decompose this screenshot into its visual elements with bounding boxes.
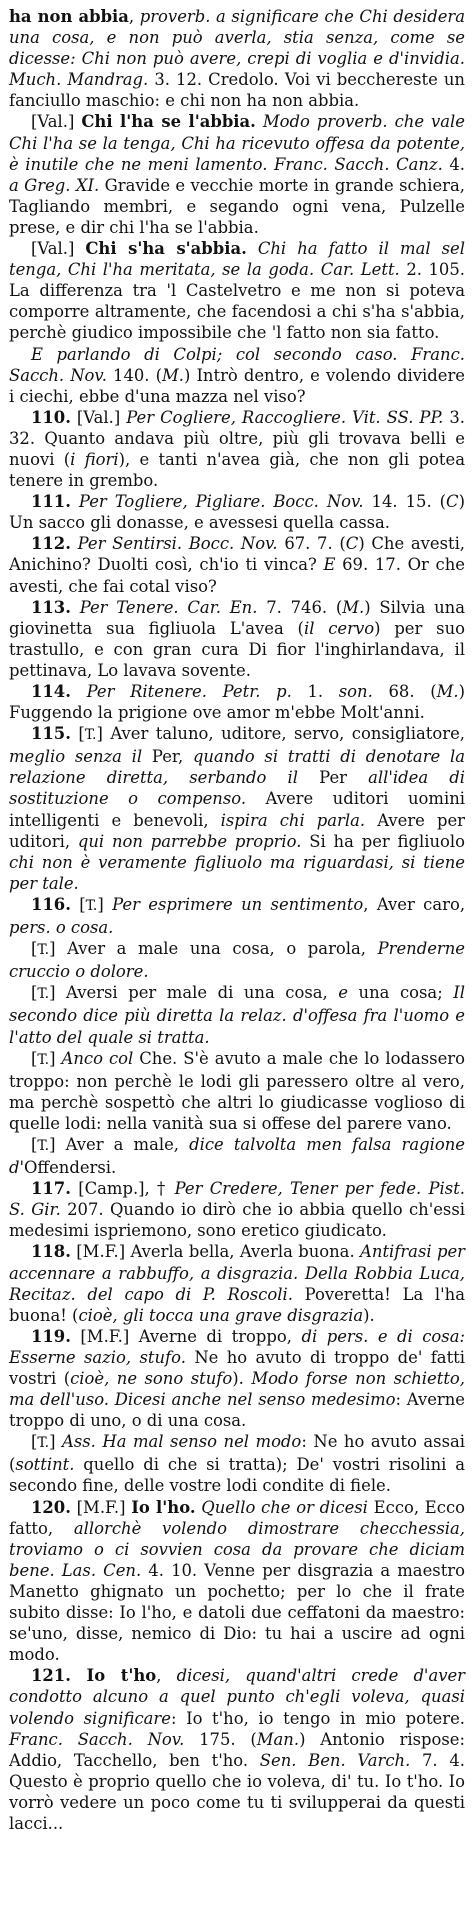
entry-116-sub-2: [T.] Aversi per male di una cosa, e una cosa; Il secondo dice più diretta la relaz. d'offesa fra l'uomo e l'atto del quale si tratta. [9,983,465,1047]
entry-118: 118. [M.F.] Averla bella, Averla buona. Antifrasi per accennare a rabbuffo, a disgrazia. Della Robbia Luca, Recitaz. del capo di P. Roscoli. Poveretta! La l'ha buona! (cioè, gli tocca una grave disgrazia). [9,1242,466,1325]
entry-117: 117. [Camp.], † Per Credere, Tener per fede. Pist. S. Gir. 207. Quando io dirò che io abbia quello ch'essi medesimi ispriemono, sono eretico giudicato. [9,1179,465,1241]
entry-114: 114. Per Ritenere. Petr. p. 1. son. 68. (M.) Fuggendo la prigione ove amor m'ebbe Molt'anni. [9,682,465,723]
entry-paragraph-2: [Val.] Chi s'ha s'abbia. Chi ha fatto il mal sel tenga, Chi l'ha meritata, se la goda. Car. Lett. 2. 105. La differenza tra 'l Castelvetro e me non si poteva comporre altramente, che facendosi a chi s'ha s'abbia, perchè giudico impossibile che 'l fatto non sia fatto. [9,239,465,343]
entry-111: 111. Per Togliere, Pigliare. Bocc. Nov. 14. 15. (C) Un sacco gli donasse, e avessesi quella cassa. [9,492,465,533]
entry-115: 115. [T.] Aver taluno, uditore, servo, consigliatore, meglio senza il Per, quando si tratti di denotare la relazione diretta, serbando il Per all'idea di sostituzione o compenso. Avere uditori uomini intelligenti e benevoli, ispira chi parla. Avere per uditori, qui non parrebbe proprio. Si ha per figliuolo chi non è veramente figliuolo ma riguardasi, si tiene per tale. [9,724,466,893]
entry-112: 112. Per Sentirsi. Bocc. Nov. 67. 7. (C) Che avesti, Anichino? Duolti così, ch'io ti vinca? E 69. 17. Or che avesti, che fai cotal viso? [9,534,466,596]
entry-116-sub-1: [T.] Aver a male una cosa, o parola, Prenderne cruccio o dolore. [9,939,465,982]
entry-119-sub-1: [T.] Ass. Ha mal senso nel modo: Ne ho avuto assai (sottint. quello di che si tratta); De' vostri risolini a secondo fine, delle vostre lodi condite di fiele. [9,1432,466,1496]
entry-paragraph-1: [Val.] Chi l'ha se l'abbia. Modo proverb. che vale Chi l'ha se la tenga, Chi ha ricevuto offesa da potente, è inutile che ne meni lamento. Franc. Sacch. Canz. 4. a Greg. XI. Gravide e vecchie morte in grande schiera, Tagliando membri, e segando ogni vena, Pulzelle prese, e dir chi l'ha se l'abbia. [9,112,465,237]
entry-113: 113. Per Tenere. Car. En. 7. 746. (M.) Silvia una giovinetta sua figliuola L'avea (il cervo) per suo trastullo, e con gran cura Di fior l'inghirlandava, il pettinava, Lo lavava sovente. [9,597,466,680]
entry-paragraph-3: E parlando di Colpi; col secondo caso. Franc. Sacch. Nov. 140. (M.) Intrò dentro, e volendo dividere i ciechi, ebbe d'una mazza nel viso? [9,344,465,406]
entry-110: 110. [Val.] Per Cogliere, Raccogliere. Vit. SS. PP. 3. 32. Quanto andava più oltre, più gli trovava belli e nuovi (i fiori), e tanti n'avea già, che non gli potea tenere in grembo. [9,407,465,491]
entry-116: 116. [T.] Per esprimere un sentimento, Aver caro, pers. o cosa. [9,894,466,938]
entry-paragraph-0: ha non abbia, proverb. a significare che Chi desidera una cosa, e non può averla, stia senza, come se dicesse: Chi non può avere, crepi di voglia e d'invidia. Much. Mandrag. 3. 12. Credolo. Voi vi becchereste un fanciullo maschio: e chi non ha non abbia. [9,7,466,111]
entry-119: 119. [M.F.] Averne di troppo, di pers. e di cosa: Esserne sazio, stufo. Ne ho avuto di troppo de' fatti vostri (cioè, ne sono stufo). Modo forse non schietto, ma dell'uso. Dicesi anche nel senso medesimo: Averne troppo di uno, o di una cosa. [9,1326,465,1431]
entry-116-sub-3: [T.] Anco col Che. S'è avuto a male che lo lodassero troppo: non perchè le lodi gli paressero oltre al vero, ma perchè sospettò che altri lo giudicasse voglioso di quelle lodi: nella vanità sua si offese del parere vano. [9,1048,465,1133]
entry-120: 120. [M.F.] Io l'ho. Quello che or dicesi Ecco, Ecco fatto, allorchè volendo dimostrare checchessia, troviamo o ci sovvien cosa da provare che diciam bene. Las. Cen. 4. 10. Venne per disgrazia a maestro Manetto ghignato un pochetto; per lo che il frate subito disse: Io l'ho, e datoli due ceffatoni da maestro: se'uno, disse, nemico di Dio: tu hai a uscire ad ogni modo. [9,1497,465,1665]
entry-116-sub-4: [T.] Aver a male, dice talvolta men falsa ragione d'Offendersi. [9,1134,465,1178]
entry-121: 121. Io t'ho, dicesi, quand'altri crede d'aver condotto alcuno a quel punto ch'egli voleva, quasi volendo significare: Io t'ho, io tengo in mio potere. Franc. Sacch. Nov. 175. (Man.) Antonio rispose: Addio, Tacchello, ben t'ho. Sen. Ben. Varch. 7. 4. Questo è proprio quello che io voleva, di' tu. Io t'ho. Io vorrò vedere un poco come tu ti svilupperai da questi lacci... [9,1666,466,1833]
